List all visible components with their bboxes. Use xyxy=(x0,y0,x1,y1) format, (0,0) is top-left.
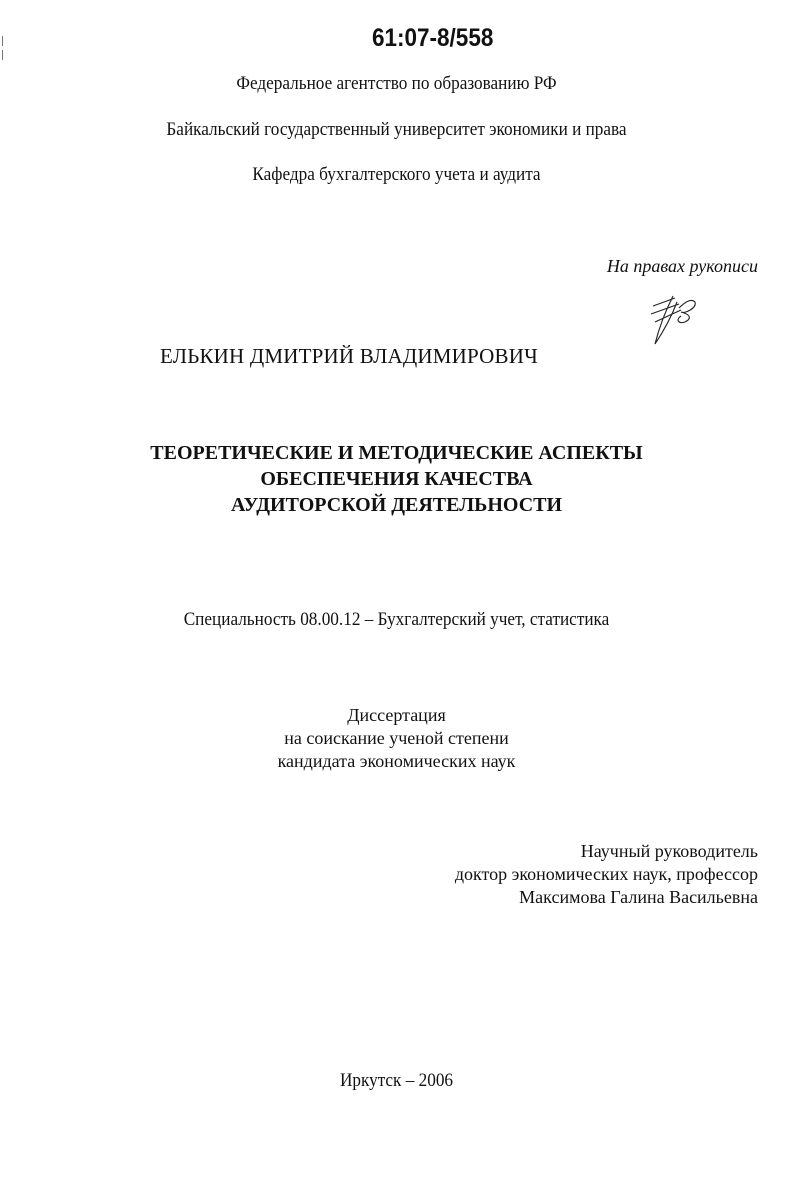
specialty: Специальность 08.00.12 – Бухгалтерский учет, статистика xyxy=(183,610,610,630)
title-line: АУДИТОРСКОЙ ДЕЯТЕЛЬНОСТИ xyxy=(230,494,563,516)
degree-line: Диссертация xyxy=(347,705,446,725)
degree-block xyxy=(0,704,793,773)
dissertation-title xyxy=(0,440,793,518)
department: Кафедра бухгалтерского учета и аудита xyxy=(252,165,541,185)
city-year: Иркутск – 2006 xyxy=(339,1071,454,1091)
advisor-line: доктор экономических наук, профессор xyxy=(454,864,758,884)
signature xyxy=(645,292,705,348)
scan-mark xyxy=(2,36,3,46)
degree-line: кандидата экономических наук xyxy=(277,751,516,771)
rights-note: На правах рукописи xyxy=(606,256,758,276)
university: Байкальский государственный университет экономики и права xyxy=(166,120,627,140)
advisor-line: Максимова Галина Васильевна xyxy=(519,887,758,907)
author-name: ЕЛЬКИН ДМИТРИЙ ВЛАДИМИРОВИЧ xyxy=(160,344,538,368)
advisor-line: Научный руководитель xyxy=(580,841,758,861)
title-line: ТЕОРЕТИЧЕСКИЕ И МЕТОДИЧЕСКИЕ АСПЕКТЫ xyxy=(150,442,643,464)
degree-line: на соискание ученой степени xyxy=(284,728,509,748)
archive-code: 61:07-8/558 xyxy=(372,24,494,52)
agency: Федеральное агентство по образованию РФ xyxy=(236,74,557,94)
scan-mark xyxy=(2,50,3,60)
advisor-block xyxy=(455,840,758,909)
title-line: ОБЕСПЕЧЕНИЯ КАЧЕСТВА xyxy=(260,468,533,490)
